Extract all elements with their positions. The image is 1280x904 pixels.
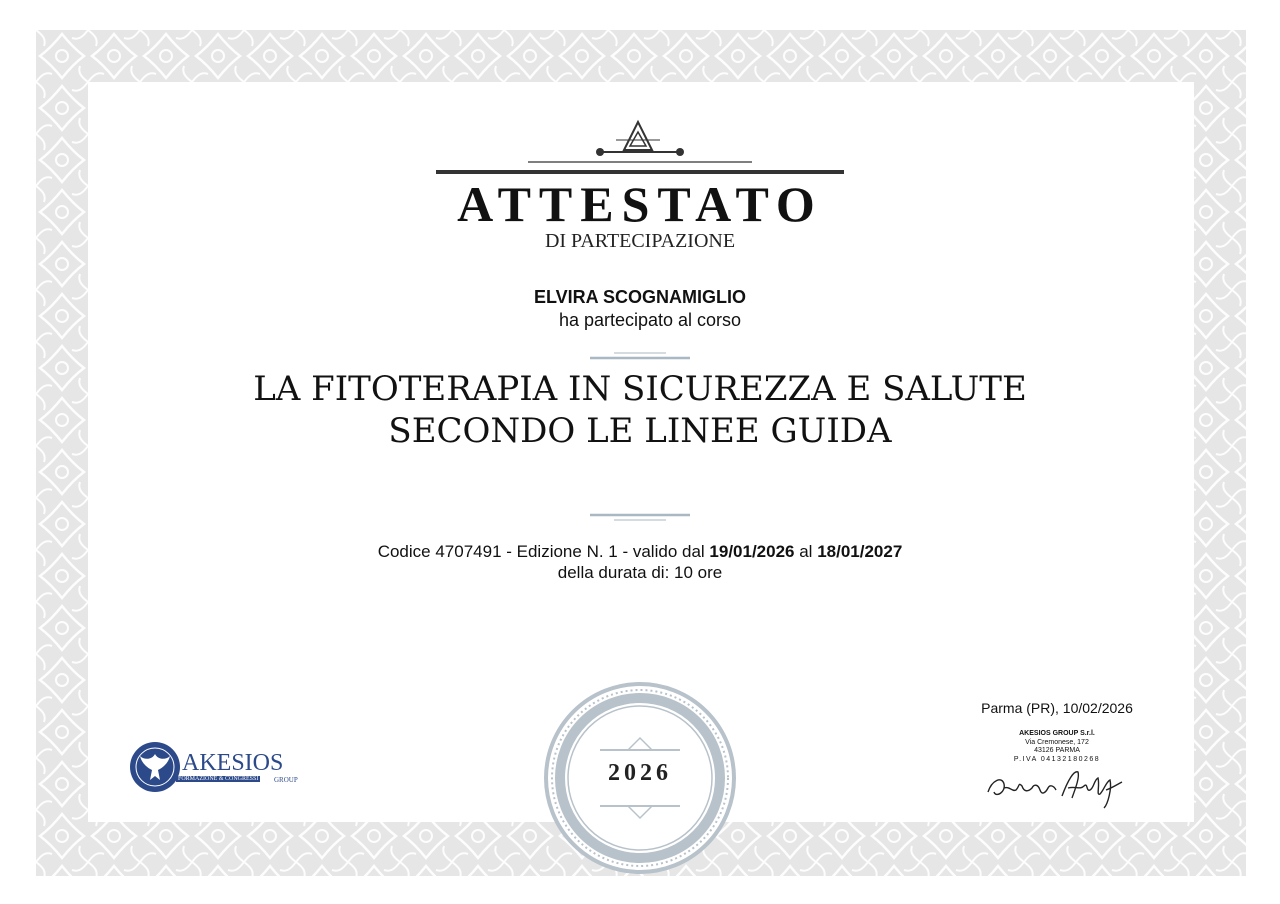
place-date: Parma (PR), 10/02/2026 xyxy=(981,700,1133,716)
valid-to-date: 18/01/2027 xyxy=(817,542,903,561)
participant-name: ELVIRA SCOGNAMIGLIO xyxy=(533,287,746,307)
course-title-line-1: LA FITOTERAPIA IN SICUREZZA E SALUTE xyxy=(253,369,1027,409)
certificate-subtitle: DI PARTECIPAZIONE xyxy=(544,230,736,252)
stamp-company: AKESIOS GROUP S.r.l. xyxy=(1019,730,1095,737)
code-text: Codice 4707491 - Edizione N. 1 - valido dal xyxy=(377,542,710,561)
logo-tagline: FORMAZIONE & CONGRESSI xyxy=(178,776,259,782)
stamp-city: 43126 PARMA xyxy=(1034,747,1080,754)
company-stamp xyxy=(962,730,1152,764)
signature-block xyxy=(962,700,1152,764)
logo-name: AKESIOS xyxy=(182,750,284,776)
stamp-street: Via Cremonese, 172 xyxy=(1025,738,1089,746)
participation-phrase: ha partecipato al corso xyxy=(558,310,742,330)
akesios-logo xyxy=(128,740,308,792)
course-details xyxy=(0,541,1280,583)
handwritten-signature xyxy=(982,762,1132,812)
phoenix-emblem-icon xyxy=(128,740,182,794)
divider-bottom xyxy=(588,512,692,522)
duration-text: della durata di: 10 ore xyxy=(557,563,723,582)
validity-line xyxy=(0,541,1280,562)
logo-group: GROUP xyxy=(274,776,298,784)
seal-year: 2026 xyxy=(608,760,672,786)
course-title xyxy=(0,368,1280,452)
to-text: al xyxy=(794,542,818,561)
course-title-line-2: SECONDO LE LINEE GUIDA xyxy=(388,411,892,451)
header-emblem xyxy=(430,118,850,178)
divider-top xyxy=(588,351,692,361)
stamp-vat: P.IVA 04132180268 xyxy=(1013,755,1101,763)
certificate-title: ATTESTATO xyxy=(457,176,823,232)
valid-from-date: 19/01/2026 xyxy=(709,542,795,561)
